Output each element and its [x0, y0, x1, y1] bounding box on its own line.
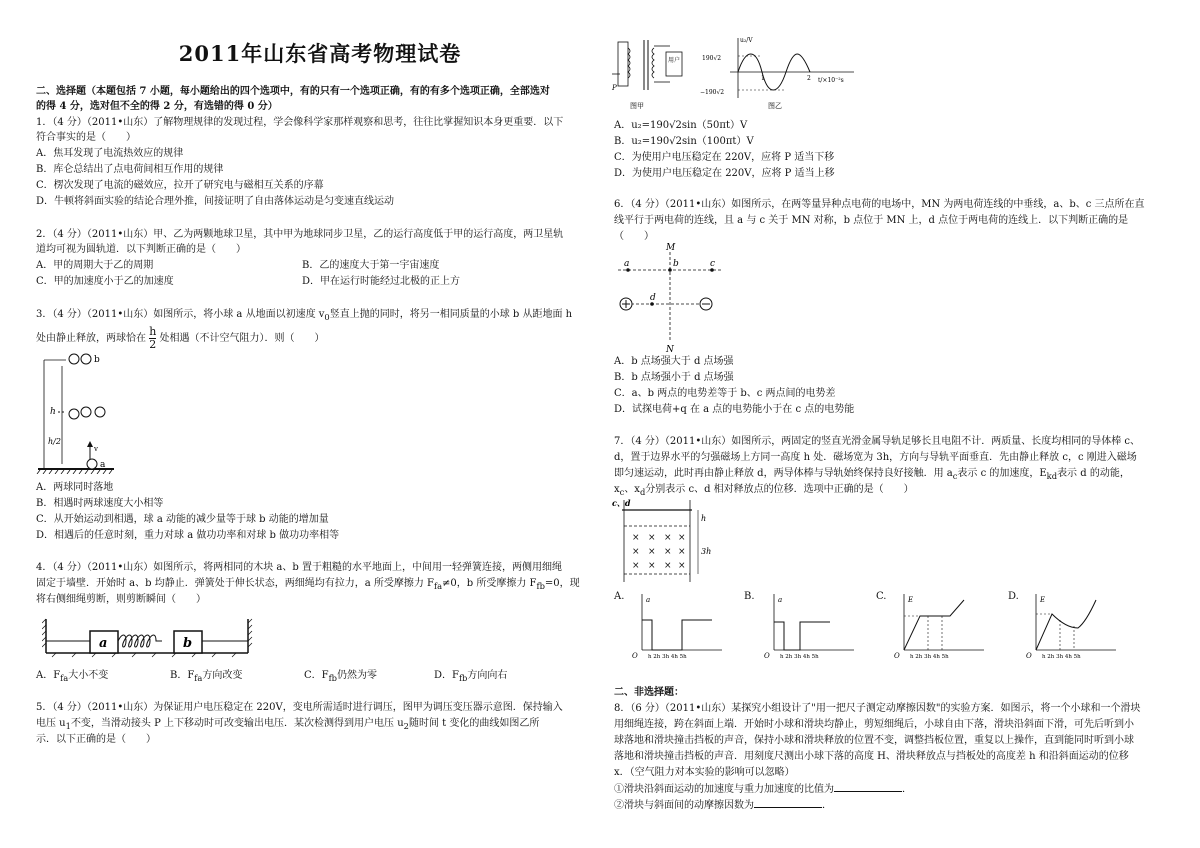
q6-figure [614, 242, 726, 354]
svg-text:×: × [632, 547, 640, 557]
q2-option-a: A．甲的周期大于乙的周期 [36, 260, 154, 271]
q1-option-a: A．焦耳发现了电流热效应的规律 [36, 148, 184, 159]
q6-label-a: a [624, 259, 630, 269]
q2-option-c: C．甲的加速度小于乙的加速度 [36, 276, 174, 287]
svg-text:×: × [664, 561, 672, 571]
svg-text:×: × [648, 561, 656, 571]
q6-stem-2: 线平行于两电荷的连线，且 a 与 c 关于 MN 对称，b 点位于 MN 上，d 点位于两电荷的连线上．以下判断正确的是 [614, 215, 1129, 226]
svg-text:×: × [678, 547, 686, 557]
q5-option-b: B．u₂=190√2sin（100πt）V [614, 136, 754, 147]
q5-fig-jia-caption: 图甲 [630, 102, 644, 110]
q4-option-d: D．$F_{fb}$方向向右 [434, 670, 508, 683]
q5-stem-2: 电压 $u_1$不变，当滑动接头 P 上下移动时可改变输出电压．某次检测得到用户电压 $u_2$随时间 t 变化的曲线如图乙所 [36, 718, 540, 731]
q7-graph-d-origin: O [1026, 652, 1032, 660]
q4-figure [42, 617, 254, 659]
q8-stem-5: x．（空气阻力对本实验的影响可以忽略） [614, 767, 795, 778]
svg-text:×: × [648, 547, 656, 557]
q7-graph-c-ylabel: E [908, 596, 914, 604]
q5-amp-label: 190√2 [702, 55, 722, 62]
q8-part-2: ②滑块与斜面间的动摩擦因数为 ． [614, 797, 832, 813]
q6-option-a: A．b 点场强大于 d 点场强 [614, 356, 734, 367]
q7-label-h: h [701, 514, 707, 523]
svg-text:P: P [612, 84, 617, 92]
q4-option-b: B．$F_{fa}$方向改变 [170, 670, 243, 683]
q8-stem-3: 球落地和滑块撞击挡板的声音，保持小球和滑块释放的位置不变，调整挡板位置，重复以上操作，直到能同时听到小球 [614, 735, 1134, 746]
q7-option-b-label: B. [744, 591, 755, 602]
q7-figure [612, 496, 722, 584]
q5-neg-amp-label: −190√2 [700, 89, 725, 96]
q3-label-h2: h/2 [48, 437, 61, 446]
q5-option-c: C．为使用户电压稳定在 220V，应将 P 适当下移 [614, 152, 835, 163]
q7-stem-2: d，置于边界水平的匀强磁场上方同一高度 h 处．磁场宽为 3h，方向与导轨平面垂直．先由静止释放 c，c 刚进入磁场 [614, 452, 1137, 463]
svg-text:×: × [664, 533, 672, 543]
q8-stem-4: 落地和滑块撞击挡板的声音．用刻度尺测出小球下落的高度 H、滑块释放点与挡板处的高度差 h 和沿斜面运动的位移 [614, 751, 1129, 762]
q8-part-1: ①滑块沿斜面运动的加速度与重力加速度的比值为 ． [614, 781, 912, 797]
q2-stem-2: 道均可视为圆轨道．以下判断正确的是（ ） [36, 244, 246, 255]
q6-option-b: B．b 点场强小于 d 点场强 [614, 372, 734, 383]
q7-graph-b-origin: O [764, 652, 770, 660]
q3-figure [36, 352, 116, 474]
q1-stem-1: 1．（4 分）（2011•山东）了解物理规律的发现过程，学会像科学家那样观察和思考，往往比掌握知识本身更重要．以下 [36, 117, 564, 128]
q7-graph-d-ticks: h 2h 3h 4h 5h [1042, 654, 1081, 660]
q7-option-a-label: A. [614, 591, 625, 602]
q5-x-axis-label: t/×10⁻²s [818, 77, 844, 84]
q4-stem-1: 4．（4 分）（2011•山东）如图所示，将两相同的木块 a、b 置于粗糙的水平地面上，中间用一轻弹簧连接，两侧用细绳 [36, 562, 562, 573]
svg-text:×: × [678, 561, 686, 571]
q4-stem-3: 将右侧细绳剪断，则剪断瞬间（ ） [36, 594, 206, 605]
q7-graph-c-ticks: h 2h 3h 4h 5h [910, 654, 949, 660]
q3-stem-1: 3．（4 分）（2011•山东）如图所示，将小球 a 从地面以初速度 $v_0$竖直上抛的同时，将另一相同质量的小球 b 从距地面 h [36, 309, 573, 322]
q5-stem-1: 5．（4 分）（2011•山东）为保证用户电压稳定在 220V，变电所需适时进行调压，图甲为调压变压器示意图．保持输入 [36, 702, 563, 713]
q2-option-b: B．乙的速度大于第一宇宙速度 [302, 260, 440, 271]
q3-label-v0: v [94, 445, 98, 453]
q3-label-b: b [94, 355, 100, 365]
q7-graph-b-ticks: h 2h 3h 4h 5h [780, 654, 819, 660]
q4-block-a-label: a [99, 636, 108, 651]
q7-stem-1: 7．（4 分）（2011•山东）如图所示，两固定的竖直光滑金属导轨足够长且电阻不计．两质量、长度均相同的导体棒 c、 [614, 436, 1141, 447]
q2-stem-1: 2．（4 分）（2011•山东）甲、乙为两颗地球卫星，其中甲为地球同步卫星，乙的运行高度低于甲的运行高度，两卫星轨 [36, 229, 564, 240]
q3-option-b: B．相遇时两球速度大小相等 [36, 498, 164, 509]
svg-text:×: × [678, 533, 686, 543]
q7-graph-a [632, 592, 726, 664]
q7-graph-d-ylabel: E [1040, 596, 1046, 604]
q7-graph-b [764, 592, 858, 664]
svg-text:×: × [632, 533, 640, 543]
q7-label-cd: c、d [612, 498, 631, 508]
q6-option-d: D．试探电荷+q 在 a 点的电势能小于在 c 点的电势能 [614, 404, 855, 415]
q1-option-b: B．库仑总结出了点电荷间相互作用的规律 [36, 164, 224, 175]
q6-label-N: N [666, 345, 674, 354]
section1-heading: 二、选择题（本题包括 7 小题，每小题给出的四个选项中，有的只有一个选项正确，有的有多个选项正确，全部选对 [36, 86, 550, 97]
fraction-h-over-2: $\frac{h}{2}$ [149, 325, 157, 352]
q6-label-M: M [666, 243, 676, 253]
q7-stem-3: 即匀速运动，此时再由静止释放 d，两导体棒与导轨始终保持良好接触．用 $a_c$表示 c 的加速度，$E_{kd}$表示 d 的动能， [614, 468, 1130, 481]
q5-option-a: A．u₂=190√2sin（50πt）V [614, 120, 748, 131]
q8-answer-blank-1[interactable] [834, 781, 902, 792]
q6-label-b: b [673, 259, 679, 269]
q7-graph-c-origin: O [894, 652, 900, 660]
section1-heading-2: 的得 4 分，选对但不全的得 2 分，有选错的得 0 分） [36, 101, 278, 112]
q6-option-c: C．a、b 两点的电势差等于 b、c 两点间的电势差 [614, 388, 836, 399]
q7-option-c-label: C. [876, 591, 887, 602]
q7-graph-c [894, 592, 990, 664]
q1-option-c: C．楞次发现了电流的磁效应，拉开了研究电与磁相互关系的序幕 [36, 180, 324, 191]
q7-option-d-label: D. [1008, 591, 1019, 602]
q5-figure-yi [700, 34, 860, 114]
q2-option-d: D．甲在运行时能经过北极的正上方 [302, 276, 461, 287]
q7-graph-b-ylabel: a [778, 596, 783, 604]
q4-block-b-label: b [183, 636, 193, 651]
q7-stem-4: $x_c$、$x_d$分别表示 c、d 相对释放点的位移．选项中正确的是（ ） [614, 484, 914, 497]
q7-graph-a-origin: O [632, 652, 638, 660]
q6-stem-1: 6．（4 分）（2011•山东）如图所示，在两等量异种点电荷的电场中，MN 为两电荷连线的中垂线，a、b、c 三点所在直 [614, 199, 1145, 210]
q3-stem-2: 处由静止释放，两球恰在 $\frac{h}{2}$ 处相遇（不计空气阻力）．则（ ） [36, 325, 325, 352]
q5-stem-3: 示．以下正确的是（ ） [36, 734, 156, 745]
q3-option-c: C．从开始运动到相遇，球 a 动能的减少量等于球 b 动能的增加量 [36, 514, 329, 525]
q3-label-a: a [100, 460, 106, 470]
q8-stem-2: 用细绳连接，跨在斜面上端．开始时小球和滑块均静止，剪短细绳后，小球自由下落，滑块沿斜面下滑，可先后听到小 [614, 719, 1134, 730]
q3-label-h: h [50, 407, 56, 417]
svg-text:×: × [648, 533, 656, 543]
q8-stem-1: 8．（6 分）（2011•山东）某探究小组设计了"用一把尺子测定动摩擦因数"的实验方案．如图示，将一个小球和一个滑块 [614, 703, 1141, 714]
q3-option-a: A．两球同时落地 [36, 482, 114, 493]
page-title: 2011年山东省高考物理试卷 [178, 41, 462, 66]
q7-label-3h: 3h [701, 547, 712, 556]
q5-y-axis-label: u₂/V [740, 37, 753, 44]
q1-stem-2: 符合事实的是（ ） [36, 132, 136, 143]
q5-tick-2: 2 [807, 75, 811, 82]
q7-graph-d [1026, 592, 1122, 664]
q1-option-d: D．牛顿将斜面实验的结论合理外推，间接证明了自由落体运动是匀变速直线运动 [36, 196, 395, 207]
q6-label-c: c [710, 259, 716, 269]
svg-text:×: × [632, 561, 640, 571]
q8-answer-blank-2[interactable] [754, 797, 822, 808]
q3-option-d: D．相遇后的任意时刻，重力对球 a 做功功率和对球 b 做功功率相等 [36, 530, 340, 541]
q5-user-label: 用户 [668, 57, 681, 64]
q5-figure-jia [610, 34, 700, 114]
q4-option-a: A．$F_{fa}$大小不变 [36, 670, 109, 683]
q5-tick-1: 1 [761, 75, 765, 82]
q6-stem-3: （ ） [614, 231, 654, 242]
svg-text:×: × [664, 547, 672, 557]
q6-label-d: d [650, 293, 656, 303]
q7-graph-a-ylabel: a [646, 596, 651, 604]
q4-stem-2: 固定于墙壁．开始时 a、b 均静止．弹簧处于伸长状态，两细绳均有拉力，a 所受摩擦力 $F_{fa}\ne 0$，b 所受摩擦力 $F_{fb}=0$，现 [36, 578, 580, 591]
q5-fig-yi-caption: 图乙 [768, 102, 782, 110]
q7-graph-a-ticks: h 2h 3h 4h 5h [648, 654, 687, 660]
q5-option-d: D．为使用户电压稳定在 220V，应将 P 适当上移 [614, 168, 835, 179]
q4-option-c: C．$F_{fb}$仍然为零 [304, 670, 378, 683]
section2-heading: 二、非选择题： [614, 687, 684, 698]
